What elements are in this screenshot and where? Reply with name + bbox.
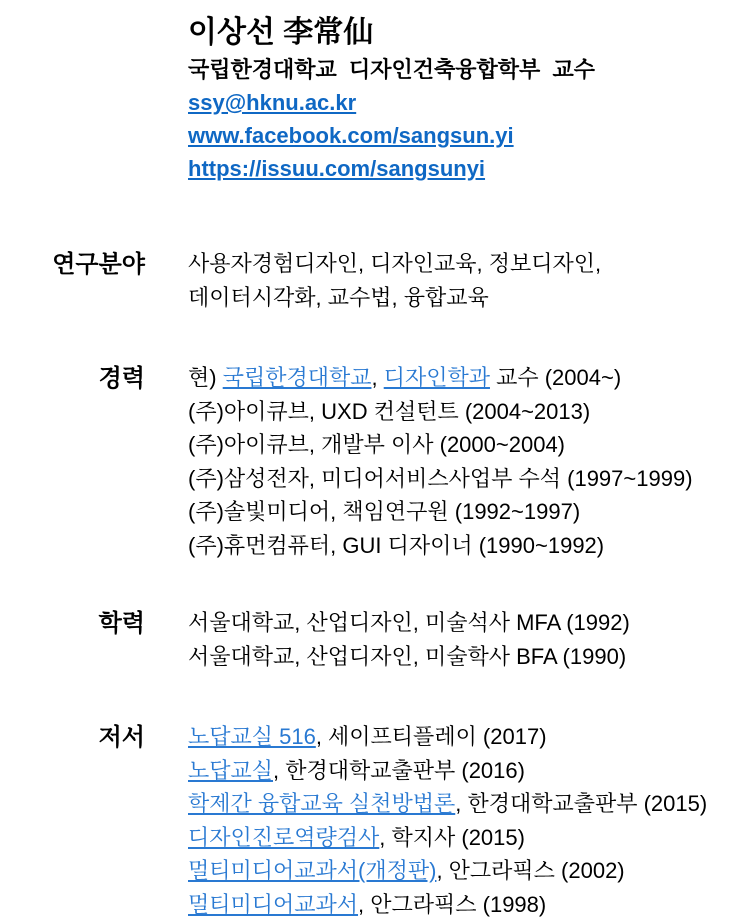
- section-research: [0, 247, 756, 314]
- text-line: [188, 361, 693, 395]
- section-content-research: [188, 247, 601, 314]
- text-line: [188, 281, 601, 315]
- text-segment: 서울대학교, 산업디자인, 미술학사 BFA (1990): [188, 644, 626, 669]
- text-line: [188, 529, 693, 563]
- section-label-education: 학력: [0, 606, 145, 640]
- text-line: [188, 247, 601, 281]
- profile-links: [188, 86, 756, 185]
- text-line: [188, 495, 693, 529]
- text-segment: 교수 (2004~): [490, 365, 621, 390]
- text-line: [188, 754, 707, 788]
- profile-name: 이상선 李常仙: [188, 13, 756, 53]
- issuu-link[interactable]: https://issuu.com/sangsunyi: [188, 152, 756, 185]
- text-segment: , 안그라픽스 (1998): [358, 892, 546, 917]
- text-line: [188, 787, 707, 821]
- section-label-books: 저서: [0, 720, 145, 754]
- inline-link[interactable]: 멀티미디어교과서(개정판): [188, 858, 436, 883]
- email-link[interactable]: ssy@hknu.ac.kr: [188, 86, 756, 119]
- section-content-career: [188, 361, 693, 562]
- text-segment: (주)휴먼컴퓨터, GUI 디자이너 (1990~1992): [188, 533, 604, 558]
- text-line: [188, 640, 630, 674]
- profile-header: [188, 13, 756, 185]
- text-line: [188, 462, 693, 496]
- text-segment: (주)삼성전자, 미디어서비스사업부 수석 (1997~1999): [188, 466, 693, 491]
- text-segment: , 세이프티플레이 (2017): [316, 724, 547, 749]
- text-line: [188, 428, 693, 462]
- text-line: [188, 854, 707, 888]
- text-segment: (주)아이큐브, UXD 컨설턴트 (2004~2013): [188, 399, 590, 424]
- inline-link[interactable]: 노답교실: [188, 758, 273, 783]
- text-segment: , 학지사 (2015): [379, 825, 525, 850]
- text-segment: 서울대학교, 산업디자인, 미술석사 MFA (1992): [188, 610, 630, 635]
- text-line: [188, 395, 693, 429]
- section-education: [0, 606, 756, 673]
- inline-link[interactable]: 디자인학과: [384, 365, 490, 390]
- text-line: [188, 821, 707, 855]
- inline-link[interactable]: 멀티미디어교과서: [188, 892, 358, 917]
- text-line: [188, 606, 630, 640]
- inline-link[interactable]: 국립한경대학교: [223, 365, 372, 390]
- facebook-link[interactable]: www.facebook.com/sangsun.yi: [188, 119, 756, 152]
- text-segment: , 한경대학교출판부 (2016): [273, 758, 525, 783]
- section-books: [0, 720, 756, 921]
- text-segment: 사용자경험디자인, 디자인교육, 정보디자인,: [188, 251, 601, 276]
- inline-link[interactable]: 노답교실 516: [188, 724, 316, 749]
- text-line: [188, 888, 707, 921]
- text-segment: , 안그라픽스 (2002): [436, 858, 624, 883]
- profile-title: 국립한경대학교 디자인건축융합학부 교수: [188, 53, 756, 86]
- text-segment: (주)솔빛미디어, 책임연구원 (1992~1997): [188, 499, 580, 524]
- inline-link[interactable]: 디자인진로역량검사: [188, 825, 379, 850]
- section-label-research: 연구분야: [0, 247, 145, 281]
- inline-link[interactable]: 학제간 융합교육 실천방법론: [188, 791, 455, 816]
- text-segment: , 한경대학교출판부 (2015): [455, 791, 707, 816]
- text-line: [188, 720, 707, 754]
- section-content-education: [188, 606, 630, 673]
- section-content-books: [188, 720, 707, 921]
- text-segment: 현): [188, 365, 223, 390]
- text-segment: 데이터시각화, 교수법, 융합교육: [188, 285, 489, 310]
- cv-sections: [0, 247, 756, 921]
- section-career: [0, 361, 756, 562]
- text-segment: (주)아이큐브, 개발부 이사 (2000~2004): [188, 432, 565, 457]
- text-segment: ,: [371, 365, 383, 390]
- section-label-career: 경력: [0, 361, 145, 395]
